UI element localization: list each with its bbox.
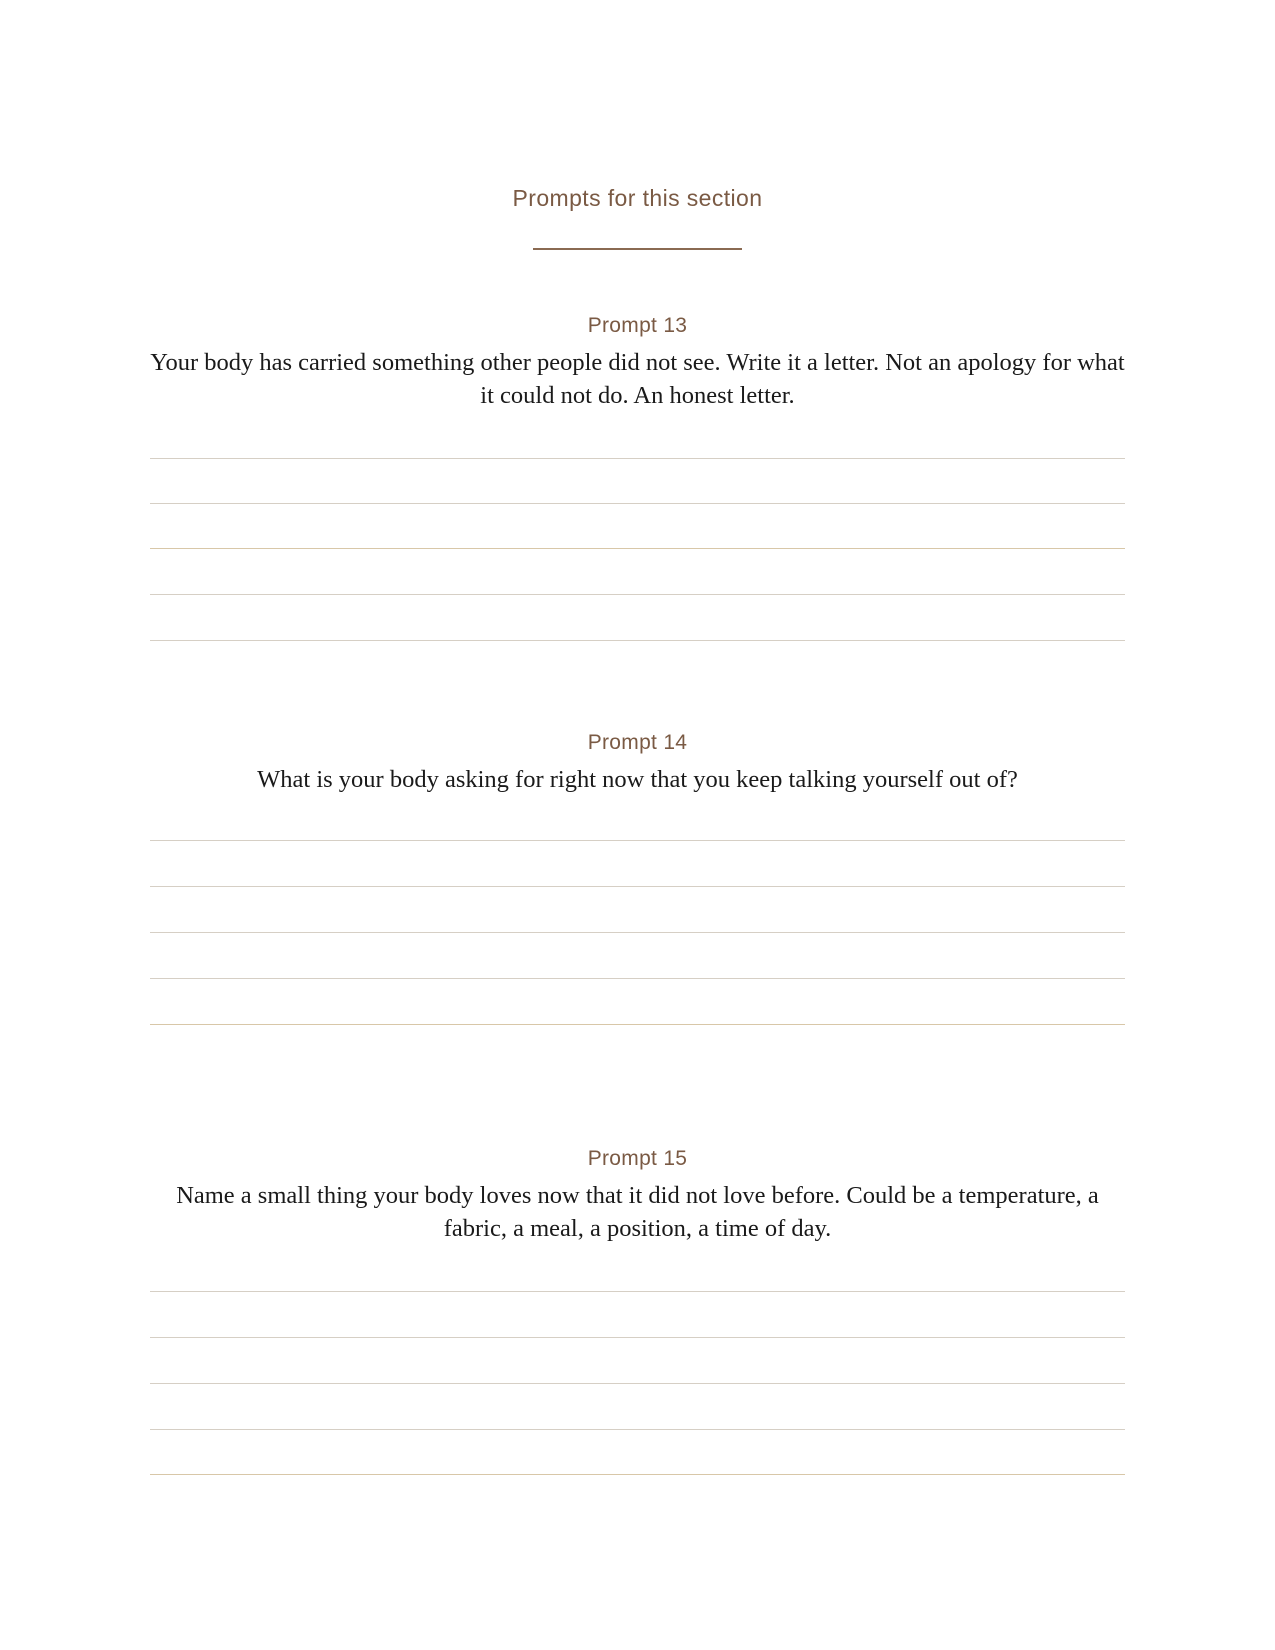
prompt-14-heading: Prompt 14 — [587, 731, 688, 754]
prompt-15-text: Name a small thing your body loves now that it did not love before. Could be a temperature, a fabric, a meal, a position, a time of day. — [176, 1182, 1099, 1242]
writing-line — [150, 458, 1125, 459]
prompt-13-text: Your body has carried something other people did not see. Write it a letter. Not an apology for what it could not do. An honest letter. — [150, 349, 1125, 409]
writing-line — [150, 1337, 1125, 1338]
writing-line — [150, 978, 1125, 979]
writing-line — [150, 1024, 1125, 1025]
title-divider — [533, 248, 742, 250]
writing-line — [150, 840, 1125, 841]
prompt-15-heading: Prompt 15 — [587, 1147, 688, 1170]
page-title: Prompts for this section — [512, 185, 763, 211]
prompt-14-text: What is your body asking for right now that you keep talking yourself out of? — [257, 766, 1018, 793]
writing-line — [150, 640, 1125, 641]
writing-line — [150, 1291, 1125, 1292]
writing-line — [150, 886, 1125, 887]
writing-line — [150, 548, 1125, 549]
writing-line — [150, 1383, 1125, 1384]
writing-line — [150, 1474, 1125, 1475]
writing-line — [150, 503, 1125, 504]
writing-line — [150, 594, 1125, 595]
writing-line — [150, 932, 1125, 933]
writing-line — [150, 1429, 1125, 1430]
prompt-13-heading: Prompt 13 — [587, 314, 688, 337]
